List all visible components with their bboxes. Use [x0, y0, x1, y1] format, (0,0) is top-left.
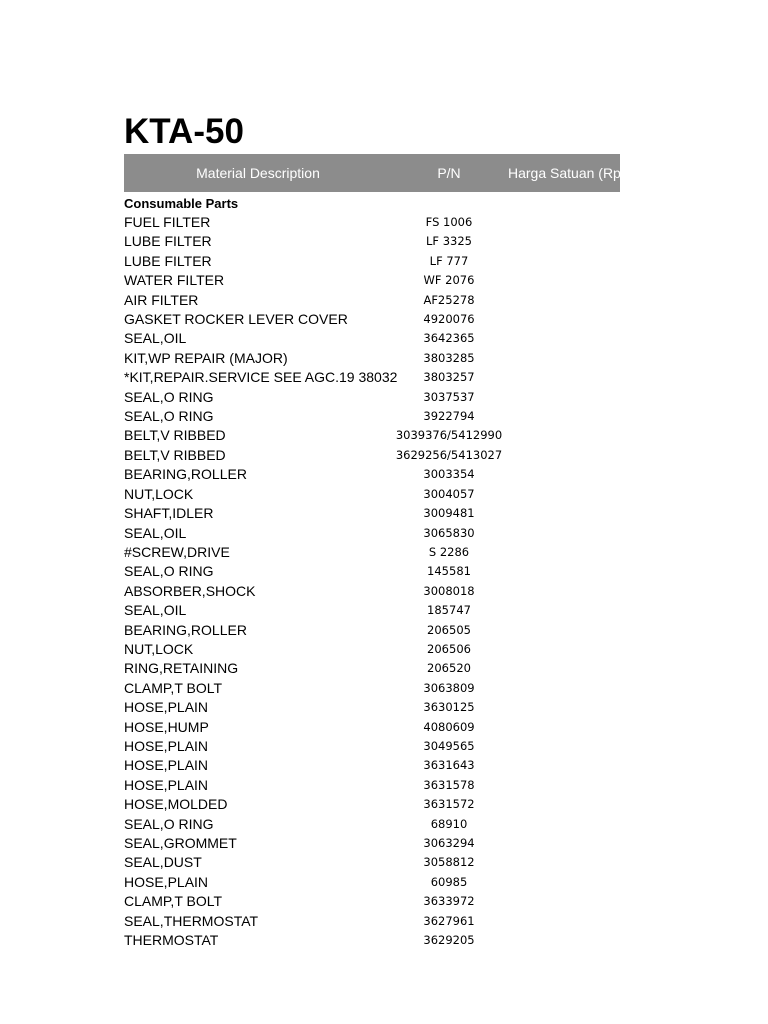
material-description-cell: GASKET ROCKER LEVER COVER	[124, 311, 348, 328]
material-description-cell: SEAL,OIL	[124, 330, 187, 347]
material-description-cell: HOSE,HUMP	[124, 718, 209, 735]
material-description-cell: WATER FILTER	[124, 272, 225, 289]
part-number-cell: 3642365	[423, 331, 475, 346]
header-material-description: Material Description	[196, 165, 320, 181]
material-description-cell: SEAL,O RING	[124, 388, 214, 405]
part-number-cell: 145581	[427, 564, 471, 579]
table-header	[124, 154, 626, 192]
table-row	[124, 504, 620, 523]
part-number-cell: 3803257	[423, 370, 475, 385]
table-row	[124, 543, 620, 562]
table-row	[124, 232, 620, 251]
material-description-cell: RING,RETAINING	[124, 660, 239, 677]
material-description-cell: HOSE,PLAIN	[124, 699, 209, 716]
material-description-cell: AIR FILTER	[124, 291, 199, 308]
material-description-cell: BEARING,ROLLER	[124, 466, 247, 483]
material-description-cell: CLAMP,T BOLT	[124, 679, 223, 696]
material-description-cell: SEAL,O RING	[124, 563, 214, 580]
material-description-cell: KIT,WP REPAIR (MAJOR)	[124, 349, 288, 366]
part-number-cell: 3065830	[423, 525, 475, 540]
part-number-cell: 3063809	[423, 680, 475, 695]
material-description-cell: HOSE,MOLDED	[124, 796, 228, 813]
part-number-cell: 3629256/5413027	[395, 447, 503, 462]
part-number-cell: LF 3325	[426, 234, 472, 249]
table-row	[124, 562, 620, 581]
material-description-cell: HOSE,PLAIN	[124, 873, 209, 890]
material-description-cell: HOSE,PLAIN	[124, 737, 209, 754]
material-description-cell: SEAL,GROMMET	[124, 835, 237, 851]
part-number-cell: 206520	[427, 661, 471, 676]
table-row	[124, 659, 620, 678]
table-row	[124, 679, 620, 698]
part-number-cell: LF 777	[429, 253, 469, 268]
table-row	[124, 756, 620, 775]
table-row	[124, 485, 620, 504]
part-number-cell: 4080609	[423, 719, 475, 734]
table-row	[124, 718, 620, 737]
table-row	[124, 213, 620, 232]
table-row	[124, 524, 620, 543]
table-row	[124, 465, 620, 484]
material-description-cell: SEAL,DUST	[124, 854, 202, 871]
part-number-cell: AF25278	[423, 292, 475, 307]
table-row	[124, 698, 620, 717]
part-number-cell: 3631578	[423, 777, 475, 792]
table-row	[124, 621, 620, 640]
table-row	[124, 853, 620, 872]
part-number-cell: 4920076	[423, 312, 475, 327]
table-row	[124, 834, 620, 853]
table-row	[124, 931, 620, 950]
part-number-cell: 3004057	[423, 486, 475, 501]
part-number-cell: 3631643	[423, 758, 475, 773]
material-description-cell: SEAL,THERMOSTAT	[124, 912, 259, 929]
part-number-cell: 3037537	[423, 389, 475, 404]
table-row	[124, 582, 620, 601]
part-number-cell: 60985	[430, 874, 468, 889]
table-row	[124, 446, 620, 465]
material-description-cell: SEAL,OIL	[124, 524, 187, 541]
material-description-cell: HOSE,PLAIN	[124, 776, 209, 793]
material-description-cell: #SCREW,DRIVE	[124, 543, 230, 560]
part-number-cell: 3803285	[423, 350, 475, 365]
section-consumable-parts: Consumable Parts	[124, 196, 239, 211]
table-row	[124, 776, 620, 795]
table-row	[124, 601, 620, 620]
table-row	[124, 815, 620, 834]
table-row	[124, 291, 620, 310]
table-row	[124, 737, 620, 756]
material-description-cell: ABSORBER,SHOCK	[124, 582, 256, 599]
material-description-cell: CLAMP,T BOLT	[124, 893, 223, 910]
part-number-cell: 185747	[427, 603, 471, 618]
material-description-cell: NUT,LOCK	[124, 640, 194, 657]
part-number-cell: 3049565	[423, 738, 475, 753]
table-row	[124, 388, 620, 407]
part-number-cell: 206505	[427, 622, 471, 637]
material-description-cell: BEARING,ROLLER	[124, 621, 247, 638]
table-row	[124, 252, 620, 271]
part-number-cell: 206506	[427, 641, 471, 656]
part-number-cell: FS 1006	[425, 215, 473, 229]
material-description-cell: BELT,V RIBBED	[124, 427, 226, 444]
part-number-cell: S 2286	[428, 544, 470, 559]
part-number-cell: 3003354	[423, 467, 475, 482]
part-number-cell: 3631572	[423, 797, 475, 812]
part-number-cell: 3063294	[423, 836, 475, 850]
table-row	[124, 349, 620, 368]
part-number-cell: 3039376/5412990	[395, 428, 503, 443]
part-number-cell: 3629205	[423, 933, 475, 948]
document-title: KTA-50	[124, 112, 244, 151]
material-description-cell: LUBE FILTER	[124, 233, 212, 250]
table-row	[124, 912, 620, 931]
part-number-cell: 3058812	[423, 855, 475, 870]
material-description-cell: SEAL,O RING	[124, 408, 214, 425]
header-unit-price: Harga Satuan (Rp)	[508, 165, 626, 181]
part-number-cell: 3008018	[423, 583, 475, 598]
part-number-cell: 68910	[430, 816, 468, 831]
material-description-cell: FUEL FILTER	[124, 214, 211, 230]
parts-table-body	[124, 213, 620, 950]
part-number-cell: WF 2076	[423, 273, 475, 288]
part-number-cell: 3009481	[423, 506, 475, 521]
material-description-cell: HOSE,PLAIN	[124, 757, 209, 774]
material-description-cell: NUT,LOCK	[124, 485, 194, 502]
table-row	[124, 407, 620, 426]
table-row	[124, 892, 620, 911]
part-number-cell: 3627961	[423, 913, 475, 928]
material-description-cell: THERMOSTAT	[124, 932, 219, 949]
table-row	[124, 426, 620, 445]
table-row	[124, 795, 620, 814]
table-row	[124, 640, 620, 659]
material-description-cell: SHAFT,IDLER	[124, 505, 214, 522]
material-description-cell: BELT,V RIBBED	[124, 446, 226, 463]
header-part-number: P/N	[437, 165, 461, 181]
table-row	[124, 271, 620, 290]
material-description-cell: SEAL,OIL	[124, 602, 187, 619]
material-description-cell: LUBE FILTER	[124, 252, 212, 269]
table-row	[124, 329, 620, 348]
material-description-cell: SEAL,O RING	[124, 815, 214, 832]
material-description-cell: *KIT,REPAIR.SERVICE SEE AGC.19 38032	[124, 369, 398, 386]
table-row	[124, 368, 620, 387]
table-row	[124, 873, 620, 892]
part-number-cell: 3922794	[423, 409, 475, 424]
part-number-cell: 3630125	[423, 700, 475, 715]
table-row	[124, 310, 620, 329]
part-number-cell: 3633972	[423, 894, 475, 909]
